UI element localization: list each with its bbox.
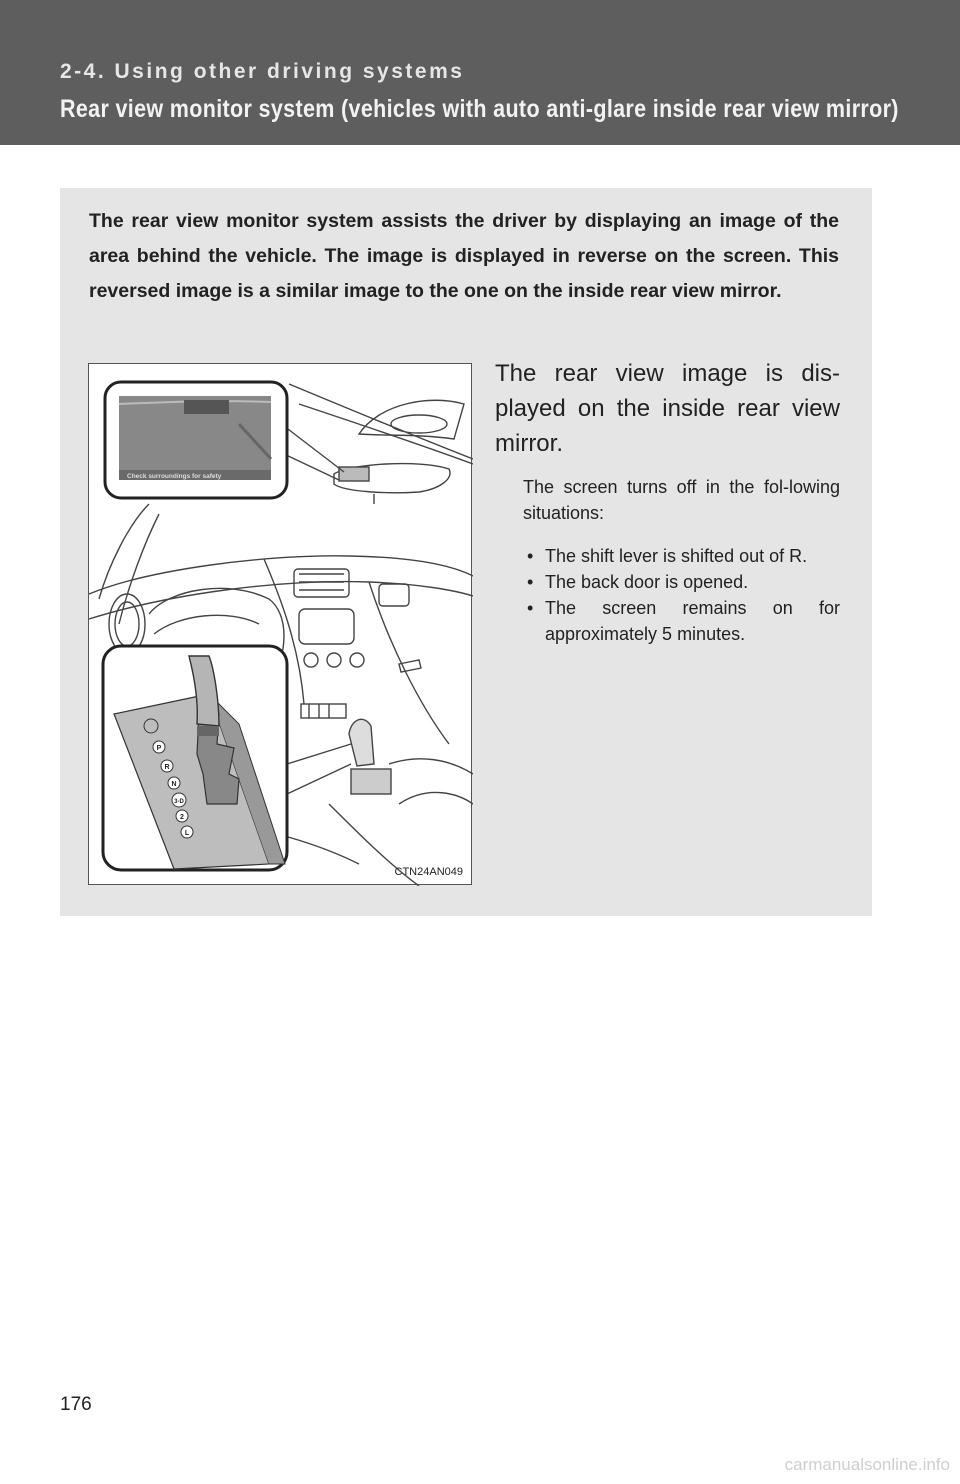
section-label: 2-4. Using other driving systems (60, 60, 465, 83)
page-title: Rear view monitor system (vehicles with auto anti-glare inside rear view mirror) (60, 95, 899, 123)
shift-lever-inset (103, 646, 287, 870)
gear-label-3d: 3-D (174, 799, 184, 805)
gear-label-2: 2 (180, 814, 184, 821)
screen-off-conditions (523, 543, 840, 647)
cockpit-drawing (89, 364, 473, 886)
gear-label-p: P (156, 745, 162, 752)
main-description: The rear view image is dis-played on the inside rear view mirror. (495, 360, 840, 457)
figure-code: CTN24AN049 (394, 866, 463, 878)
watermark: carmanualsonline.info (784, 1455, 950, 1474)
cockpit-illustration (88, 363, 472, 885)
intro-paragraph: The rear view monitor system assists the driver by displaying an image of the area behind the vehicle. The image is displayed in reverse on the screen. This reversed image is a similar image to the one on the inside rear view mirror. (89, 210, 839, 302)
mirror-inset (105, 382, 287, 498)
list-item: • The back door is opened. (523, 569, 840, 595)
screen-off-note: The screen turns off in the fol-lowing situations: (523, 477, 840, 523)
mirror-caption: Check surroundings for safety (127, 473, 222, 480)
gear-label-l: L (184, 830, 190, 837)
list-item: • The screen remains on for approximately 5 minutes. (523, 595, 840, 647)
page-number: 176 (60, 1394, 92, 1415)
list-item: • The shift lever is shifted out of R. (523, 543, 840, 569)
gear-label-r: R (164, 764, 170, 771)
page-header (0, 0, 960, 145)
gear-label-n: N (171, 781, 177, 788)
